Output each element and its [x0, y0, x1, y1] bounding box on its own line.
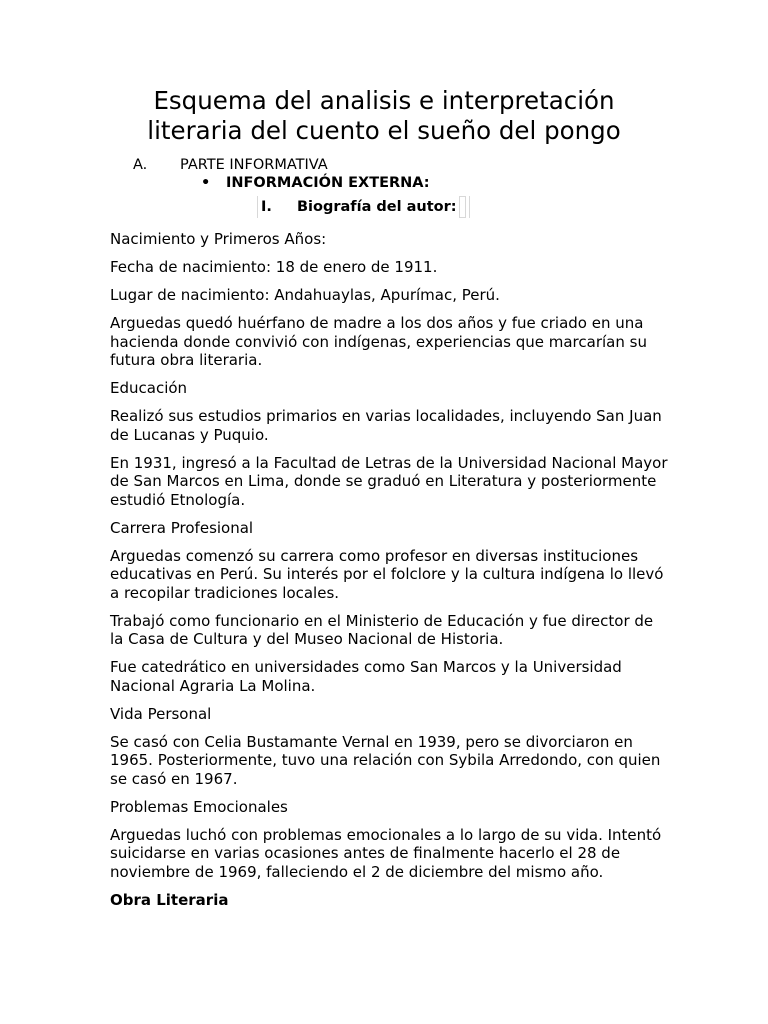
bullet-icon: • — [201, 175, 211, 191]
section-a-label: PARTE INFORMATIVA — [180, 157, 328, 173]
paragraph: Fecha de nacimiento: 18 de enero de 1911. — [110, 258, 438, 276]
paragraph: En 1931, ingresó a la Facultad de Letras de la Universidad Nacional Mayor de San Marcos en Lima, donde se graduó en Literatura y posteriormente estudió Etnología. — [110, 453, 668, 509]
paragraph: Realizó sus estudios primarios en varias localidades, incluyendo San Juan de Lucanas y Puquio. — [110, 407, 662, 444]
paragraph: Fue catedrático en universidades como San Marcos y la Universidad Nacional Agraria La Molina. — [110, 658, 622, 695]
paragraph: Trabajó como funcionario en el Ministerio de Educación y fue director de la Casa de Cultura y del Museo Nacional de Historia. — [110, 611, 654, 648]
bullet-label: INFORMACIÓN EXTERNA: — [226, 175, 430, 191]
section-a-heading — [133, 156, 328, 174]
paragraph: Problemas Emocionales — [110, 797, 288, 816]
paragraph: Se casó con Celia Bustamante Vernal en 1939, pero se divorciaron en 1965. Posteriormente, tuvo una relación con Sybila Arredondo, con quien se casó en 1967. — [110, 732, 661, 788]
document-title — [0, 86, 768, 146]
title-line-1: Esquema del analisis e interpretación — [153, 86, 615, 115]
text-cursor-marker — [459, 196, 466, 218]
paragraph: Arguedas quedó huérfano de madre a los dos años y fue criado en una hacienda donde convivió con indígenas, experiencias que marcarían su futura obra literaria. — [110, 314, 647, 369]
paragraph: Lugar de nacimiento: Andahuaylas, Apurímac, Perú. — [110, 286, 500, 304]
paragraph: Nacimiento y Primeros Años: — [110, 230, 327, 248]
paragraph: Carrera Profesional — [110, 518, 254, 537]
title-line-2: literaria del cuento el sueño del pongo — [147, 116, 621, 145]
document-body — [110, 230, 670, 919]
paragraph: Arguedas luchó con problemas emocionales a lo largo de su vida. Intentó suicidarse en varias ocasiones antes de finalmente hacerlo el 28 de noviembre de 1969, falleciendo el 2 de diciembre del mismo año. — [110, 825, 662, 881]
final-heading: Obra Literaria — [110, 890, 229, 909]
section-a-letter: A. — [133, 157, 148, 173]
roman-heading — [257, 196, 470, 218]
paragraph: Arguedas comenzó su carrera como profesor en diversas instituciones educativas en Perú. Su interés por el folclore y la cultura indígena lo llevó a recopilar tradiciones locales. — [110, 546, 664, 602]
roman-label: Biografía del autor: — [297, 199, 457, 215]
paragraph: Educación — [110, 379, 188, 397]
roman-number: I. — [261, 199, 272, 215]
paragraph: Vida Personal — [110, 704, 212, 723]
bullet-heading — [201, 174, 430, 192]
